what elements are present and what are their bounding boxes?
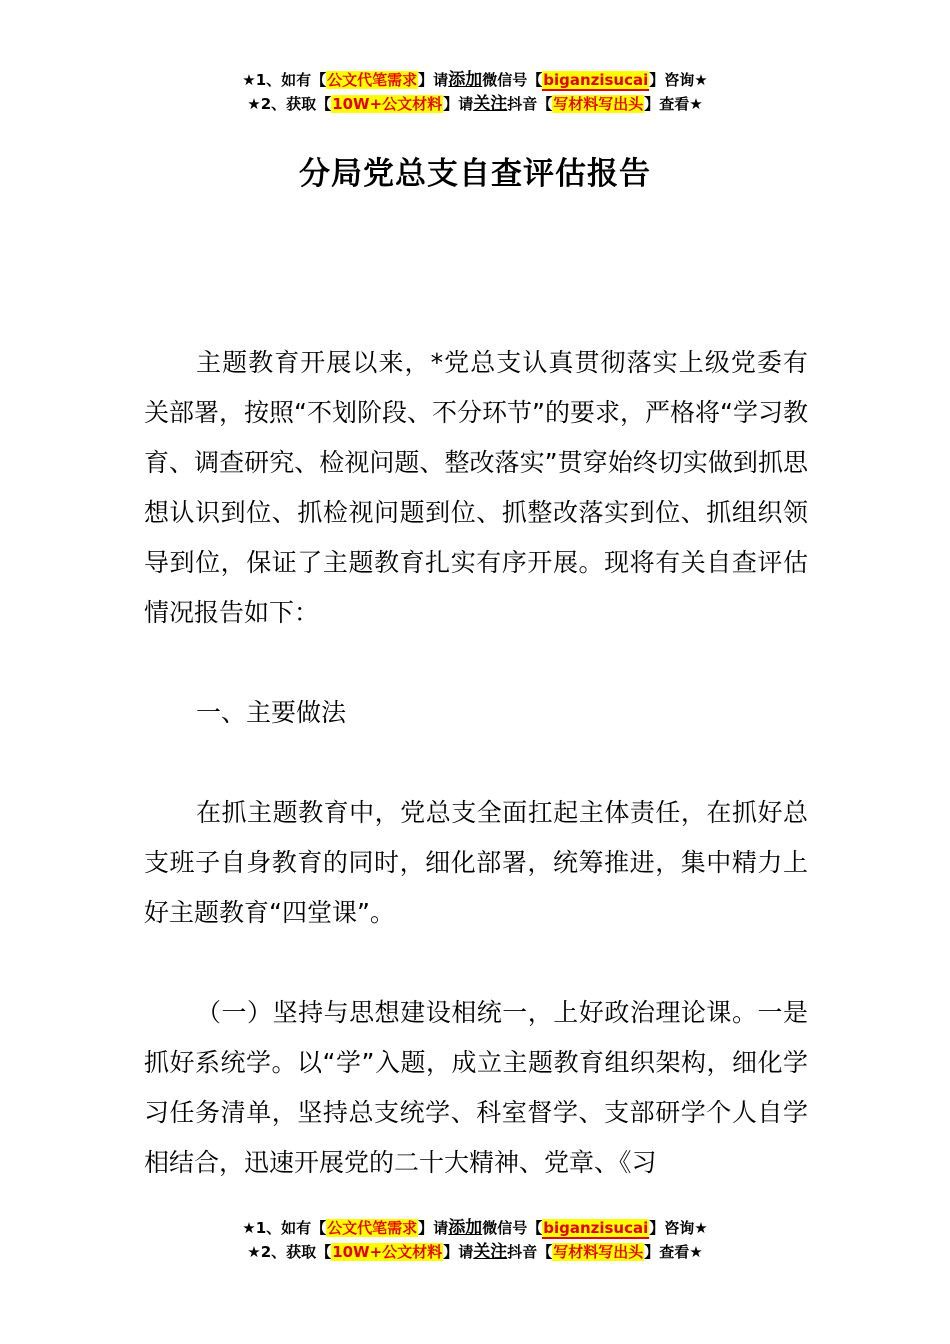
banner-text: ★1、如有【	[242, 71, 327, 89]
paragraph-body: 在抓主题教育中，党总支全面扛起主体责任，在抓好总支班子自身教育的同时，细化部署，统筹推进，集中精力上好主题教育“四堂课”。	[144, 798, 808, 927]
banner-highlight-service: 公文代笔需求	[327, 71, 418, 89]
footer-banner	[0, 1216, 950, 1264]
banner-text: ★2、获取【	[247, 1243, 332, 1261]
banner-highlight-wechat-id: biganzisucai	[543, 1219, 649, 1237]
banner-text: 】咨询★	[649, 1219, 708, 1237]
banner-text: 抖音【	[507, 1243, 553, 1261]
banner-highlight-service: 公文代笔需求	[327, 1219, 418, 1237]
banner-text: 】请	[418, 1219, 449, 1237]
banner-text: ★2、获取【	[247, 95, 332, 113]
banner-highlight-douyin: 写材料写出头	[553, 1243, 644, 1261]
banner-text: 微信号【	[482, 1219, 543, 1237]
banner-text: 微信号【	[482, 71, 543, 89]
banner-emphasis: 关注	[473, 1242, 508, 1262]
banner-highlight-wechat-id: biganzisucai	[543, 71, 649, 89]
banner-line-2	[0, 1240, 950, 1264]
banner-highlight-materials: 10W+公文材料	[332, 1243, 443, 1261]
banner-text: 】咨询★	[649, 71, 708, 89]
banner-text: 】请	[443, 1243, 474, 1261]
section-heading: 一、主要做法	[196, 698, 347, 727]
banner-emphasis: 添加	[448, 1218, 483, 1238]
banner-highlight-douyin: 写材料写出头	[553, 95, 644, 113]
paragraph-subsection: （一）坚持与思想建设相统一，上好政治理论课。一是抓好系统学。以“学”入题，成立主题教育组织架构，细化学习任务清单，坚持总支统学、科室督学、支部研学个人自学相结合，迅速开展党的二十大精神、党章、《习	[144, 998, 808, 1177]
banner-text: 】查看★	[644, 1243, 703, 1261]
banner-emphasis: 关注	[473, 94, 508, 114]
header-banner	[0, 68, 950, 116]
banner-text: 】请	[418, 71, 449, 89]
banner-text: ★1、如有【	[242, 1219, 327, 1237]
document-title: 分局党总支自查评估报告	[299, 156, 651, 192]
banner-text: 】请	[443, 95, 474, 113]
banner-text: 抖音【	[507, 95, 553, 113]
banner-line-2	[0, 92, 950, 116]
banner-highlight-materials: 10W+公文材料	[332, 95, 443, 113]
banner-text: 】查看★	[644, 95, 703, 113]
banner-line-1	[0, 68, 950, 92]
paragraph-intro: 主题教育开展以来，*党总支认真贯彻落实上级党委有关部署，按照“不划阶段、不分环节”的要求，严格将“学习教育、调查研究、检视问题、整改落实”贯穿始终切实做到抓思想认识到位、抓检视问题到位、抓整改落实到位、抓组织领导到位，保证了主题教育扎实有序开展。现将有关自查评估情况报告如下：	[144, 348, 808, 627]
banner-emphasis: 添加	[448, 70, 483, 90]
banner-line-1	[0, 1216, 950, 1240]
